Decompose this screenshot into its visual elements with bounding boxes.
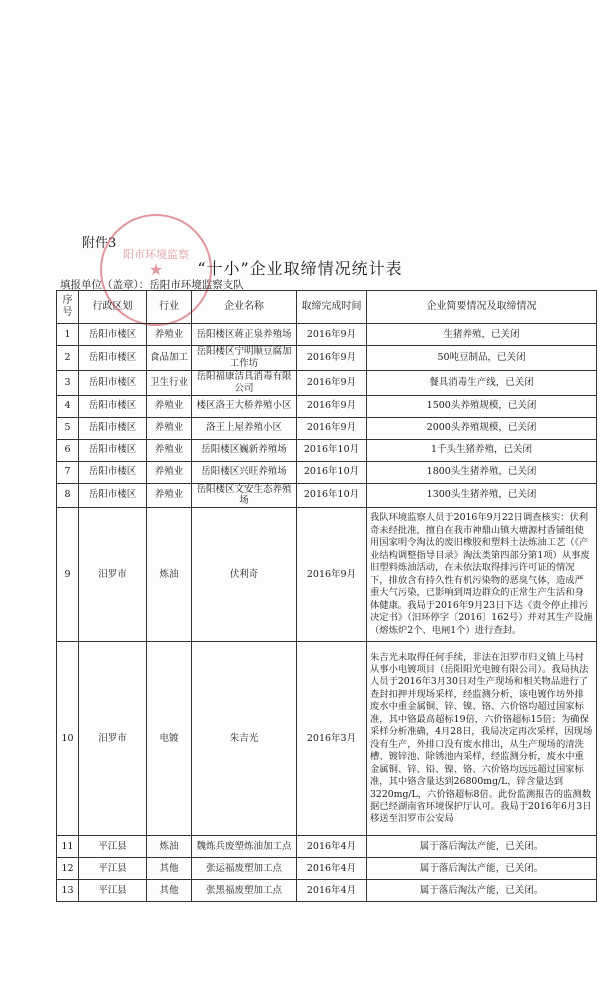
cell-desc: 我队环境监察人员于2016年9月22日调查核实：伏利奇未经批准，擅自在我市神鼎山镇大塘源村香铺组使用国家明令淘汰的废旧橡胶和塑料土法炼油工艺（《产业结构调整指导目录》淘汰类第四部分第1项）从事废旧塑料炼油活动，在未依法取得排污许可证的情况下，排放含有持久性有机污染物的恶臭气体，造成严重大气污染，已影响到周边群众的正常生产生活和身体健康。我局于2016年9月23日下达《责令停止排污决定书》（汨环停字〔2016〕162号）并对其生产设施（熔炼炉2个、电闸1个）进行查封。 <box>367 508 597 642</box>
cell-name: 伏利奇 <box>192 508 297 642</box>
table-row <box>57 417 597 439</box>
cell-desc: 朱吉光未取得任何手续，非法在汨罗市归义镇上马村从事小电镀项目（岳阳阳光电镀有限公司）。我局执法人员于2016年3月30日对生产现场和相关物品进行了查封扣押并现场采样，经监测分析，该电镀作坊外排废水中重金属铜、锌、镍、铬、六价铬均超过国家标准，其中铬最高超标19倍，六价铬超标15倍；为确保采样分析准确，4月28日，我局决定再次采样，因现场没有生产，外排口没有废水排出，从生产现场的清洗槽、镀锌池、除锈池内采样，经监测分析，废水中重金属铜、锌、铅、镍、铬、六价铬均远远超过国家标准，其中铬含量达到26800mg/L，锌含量达到3220mg/L，六价铬超标8倍。此份监测报告的监测数据已经湖南省环境保护厅认可。我局于2016年6月3日移送至汨罗市公安局 <box>367 642 597 836</box>
cell-date: 2016年4月 <box>297 858 367 880</box>
cell-date: 2016年4月 <box>297 880 367 902</box>
cell-region: 岳阳市楼区 <box>79 461 147 483</box>
cell-no: 5 <box>57 417 79 439</box>
cell-industry: 其他 <box>147 858 192 880</box>
table-row <box>57 370 597 395</box>
table-row <box>57 346 597 371</box>
cell-date: 2016年9月 <box>297 508 367 642</box>
cell-no: 3 <box>57 370 79 395</box>
cell-desc: 1300头生猪养殖，已关闭 <box>367 483 597 508</box>
table-row <box>57 642 597 836</box>
column-header: 企业简要情况及取缔情况 <box>367 291 597 324</box>
cell-no: 11 <box>57 836 79 858</box>
cell-date: 2016年4月 <box>297 836 367 858</box>
cell-name: 朱吉光 <box>192 642 297 836</box>
cell-name: 魏炼兵废塑炼油加工点 <box>192 836 297 858</box>
cell-region: 岳阳市楼区 <box>79 439 147 461</box>
cell-industry: 养殖业 <box>147 417 192 439</box>
cell-industry: 炼油 <box>147 836 192 858</box>
column-header: 取缔完成时间 <box>297 291 367 324</box>
cell-no: 10 <box>57 642 79 836</box>
cell-date: 2016年9月 <box>297 324 367 346</box>
seal-star-icon: ★ <box>148 260 164 279</box>
cell-name: 张运福废塑加工点 <box>192 858 297 880</box>
cell-desc: 属于落后淘汰产能，已关闭。 <box>367 880 597 902</box>
cell-name: 洛王上屋养殖小区 <box>192 417 297 439</box>
cell-name: 岳阳楼区巍新养殖场 <box>192 439 297 461</box>
page-title: “十小”企业取缔情况统计表 <box>197 259 403 278</box>
cell-region: 岳阳市楼区 <box>79 346 147 371</box>
cell-desc: 2000头养殖规模，已关闭 <box>367 417 597 439</box>
cell-no: 2 <box>57 346 79 371</box>
cell-industry: 食品加工 <box>147 346 192 371</box>
cell-no: 13 <box>57 880 79 902</box>
cell-no: 4 <box>57 395 79 417</box>
table-row <box>57 880 597 902</box>
cell-date: 2016年10月 <box>297 461 367 483</box>
cell-region: 岳阳市楼区 <box>79 417 147 439</box>
column-header: 企业名称 <box>192 291 297 324</box>
cell-no: 1 <box>57 324 79 346</box>
column-header: 行业 <box>147 291 192 324</box>
cell-desc: 属于落后淘汰产能，已关闭。 <box>367 858 597 880</box>
cell-name: 岳阳楼区宁明顺豆腐加工作坊 <box>192 346 297 371</box>
cell-industry: 养殖业 <box>147 461 192 483</box>
cell-date: 2016年9月 <box>297 370 367 395</box>
cell-industry: 养殖业 <box>147 439 192 461</box>
cell-industry: 养殖业 <box>147 324 192 346</box>
cell-no: 12 <box>57 858 79 880</box>
cell-no: 7 <box>57 461 79 483</box>
cell-region: 平江县 <box>79 836 147 858</box>
table-row <box>57 324 597 346</box>
cell-no: 8 <box>57 483 79 508</box>
cell-region: 岳阳市楼区 <box>79 395 147 417</box>
table-row <box>57 461 597 483</box>
cell-date: 2016年9月 <box>297 395 367 417</box>
cell-desc: 生猪养殖，已关闭 <box>367 324 597 346</box>
cell-region: 岳阳市楼区 <box>79 324 147 346</box>
cell-industry: 养殖业 <box>147 395 192 417</box>
cell-date: 2016年10月 <box>297 439 367 461</box>
cell-region: 岳阳市楼区 <box>79 370 147 395</box>
column-header: 序号 <box>57 291 79 324</box>
column-header: 行政区划 <box>79 291 147 324</box>
cell-industry: 卫生行业 <box>147 370 192 395</box>
cell-region: 岳阳市楼区 <box>79 483 147 508</box>
cell-name: 张黑福废塑加工点 <box>192 880 297 902</box>
cell-industry: 炼油 <box>147 508 192 642</box>
seal-text: 阳市环境监察 <box>123 248 189 261</box>
cell-date: 2016年3月 <box>297 642 367 836</box>
cell-desc: 1500头养殖规模，已关闭 <box>367 395 597 417</box>
cell-name: 岳阳楼区蒋正泉养殖场 <box>192 324 297 346</box>
cell-no: 9 <box>57 508 79 642</box>
cell-industry: 电镀 <box>147 642 192 836</box>
table-row <box>57 836 597 858</box>
cell-desc: 1千头生猪养殖，已关闭 <box>367 439 597 461</box>
cell-industry: 养殖业 <box>147 483 192 508</box>
cell-name: 岳阳楼区兴旺养殖场 <box>192 461 297 483</box>
cell-date: 2016年10月 <box>297 483 367 508</box>
cell-desc: 50吨豆制品，已关闭 <box>367 346 597 371</box>
cell-no: 6 <box>57 439 79 461</box>
cell-desc: 属于落后淘汰产能，已关闭。 <box>367 836 597 858</box>
cell-desc: 餐具消毒生产线，已关闭 <box>367 370 597 395</box>
cell-name: 岳阳福康洁具消毒有限公司 <box>192 370 297 395</box>
cell-name: 楼区洛王大桥养殖小区 <box>192 395 297 417</box>
statistics-table <box>56 290 597 902</box>
table-row <box>57 483 597 508</box>
table-row <box>57 439 597 461</box>
cell-desc: 1800头生猪养殖，已关闭 <box>367 461 597 483</box>
table-row <box>57 858 597 880</box>
cell-name: 岳阳楼区文安生态养殖场 <box>192 483 297 508</box>
table-row <box>57 395 597 417</box>
table-header-row <box>57 291 597 324</box>
table-row <box>57 508 597 642</box>
cell-date: 2016年9月 <box>297 346 367 371</box>
cell-region: 汨罗市 <box>79 642 147 836</box>
cell-industry: 其他 <box>147 880 192 902</box>
cell-date: 2016年9月 <box>297 417 367 439</box>
filler-unit: 填报单位（盖章）：岳阳市环境监察支队 <box>60 279 244 291</box>
attachment-label: 附件3 <box>82 236 117 251</box>
cell-region: 平江县 <box>79 880 147 902</box>
cell-region: 平江县 <box>79 858 147 880</box>
cell-region: 汨罗市 <box>79 508 147 642</box>
